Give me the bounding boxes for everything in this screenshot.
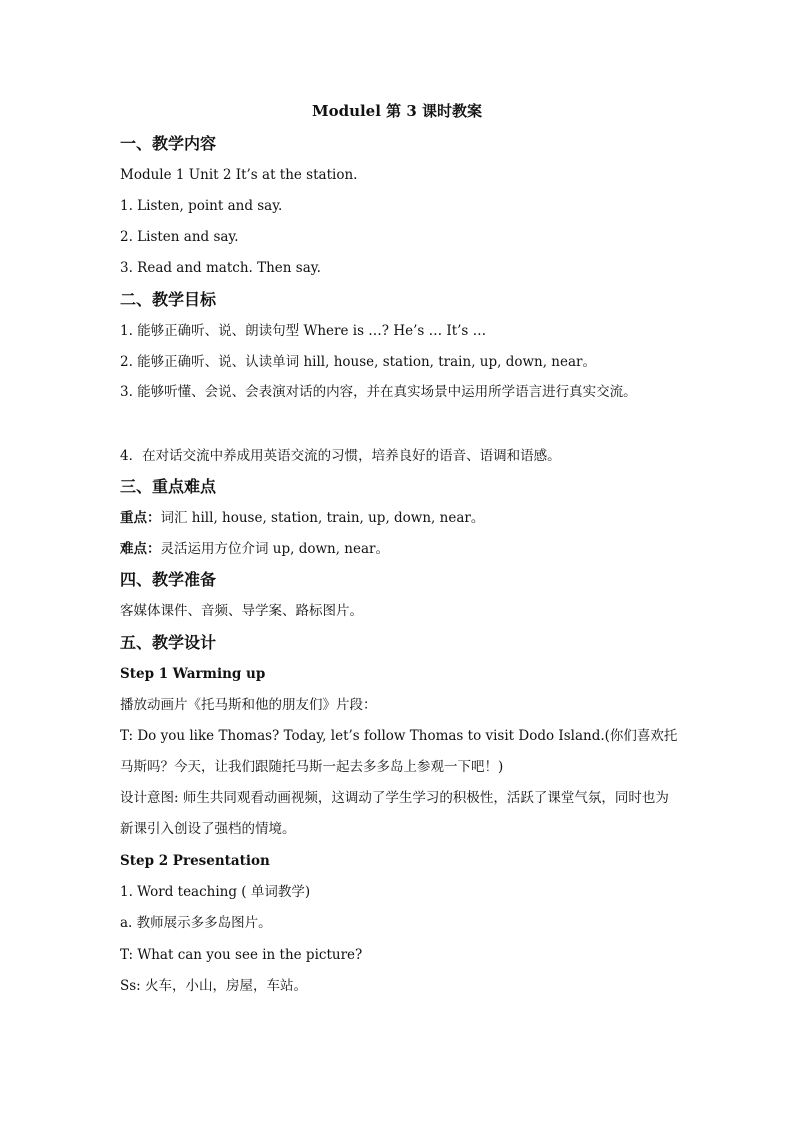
preparation-text: 客媒体课件、音频、导学案、路标图片。 xyxy=(120,603,363,619)
step-line: T: What can you see in the picture? xyxy=(120,947,363,963)
section-heading-preparation: 四、教学准备 xyxy=(120,570,217,589)
step-line: 播放动画片《托马斯和他的朋友们》片段： xyxy=(120,697,377,713)
content-line: Module 1 Unit 2 It’s at the station. xyxy=(120,167,358,183)
page-title: Modulel 第 3 课时教案 xyxy=(311,102,483,120)
step-line: 设计意图: 师生共同观看动画视频，这调动了学生学习的积极性，活跃了课堂气氛，同时也为新课引入创设了强档的情境。 xyxy=(120,790,669,837)
content-line: 2. Listen and say. xyxy=(120,229,239,245)
section-heading-content: 一、教学内容 xyxy=(120,134,217,153)
key-point-label: 重点： xyxy=(120,510,161,526)
key-point-line xyxy=(120,508,680,528)
key-point-text: 词汇 hill, house, station, train, up, down, near。 xyxy=(160,510,485,526)
objective-item: 1. 能够正确听、说、朗读句型 Where is …? He’s … It’s … xyxy=(120,323,487,339)
objective-item: 2. 能够正确听、说、认读单词 hill, house, station, train, up, down, near。 xyxy=(120,354,596,370)
step-line: a. 教师展示多多岛图片。 xyxy=(120,915,272,931)
section-heading-objectives: 二、教学目标 xyxy=(120,290,217,309)
step-title: Step 2 Presentation xyxy=(120,853,270,869)
section-heading-key-points: 三、重点难点 xyxy=(120,477,217,496)
objective-item: 3. 能够听懂、会说、会表演对话的内容，并在真实场景中运用所学语言进行真实交流。 xyxy=(120,384,637,400)
content-line: 1. Listen, point and say. xyxy=(120,198,283,214)
difficulty-label: 难点： xyxy=(120,541,161,557)
objective-item: 4．在对话交流中养成用英语交流的习惯，培养良好的语音、语调和语感。 xyxy=(120,448,561,464)
difficulty-line xyxy=(120,539,680,559)
difficulty-text: 灵活运用方位介词 up, down, near。 xyxy=(160,541,389,557)
step-line: T: Do you like Thomas? Today, let’s follow Thomas to visit Dodo Island.(你们喜欢托马斯吗？今天，让我们跟随托马斯一起去多多岛上参观一下吧！) xyxy=(120,728,678,775)
section-heading-design: 五、教学设计 xyxy=(120,633,217,652)
step-line: Ss: 火车，小山，房屋，车站。 xyxy=(120,978,308,994)
step-title: Step 1 Warming up xyxy=(120,666,266,682)
step-line: 1. Word teaching ( 单词教学) xyxy=(120,884,311,900)
content-line: 3. Read and match. Then say. xyxy=(120,260,321,276)
